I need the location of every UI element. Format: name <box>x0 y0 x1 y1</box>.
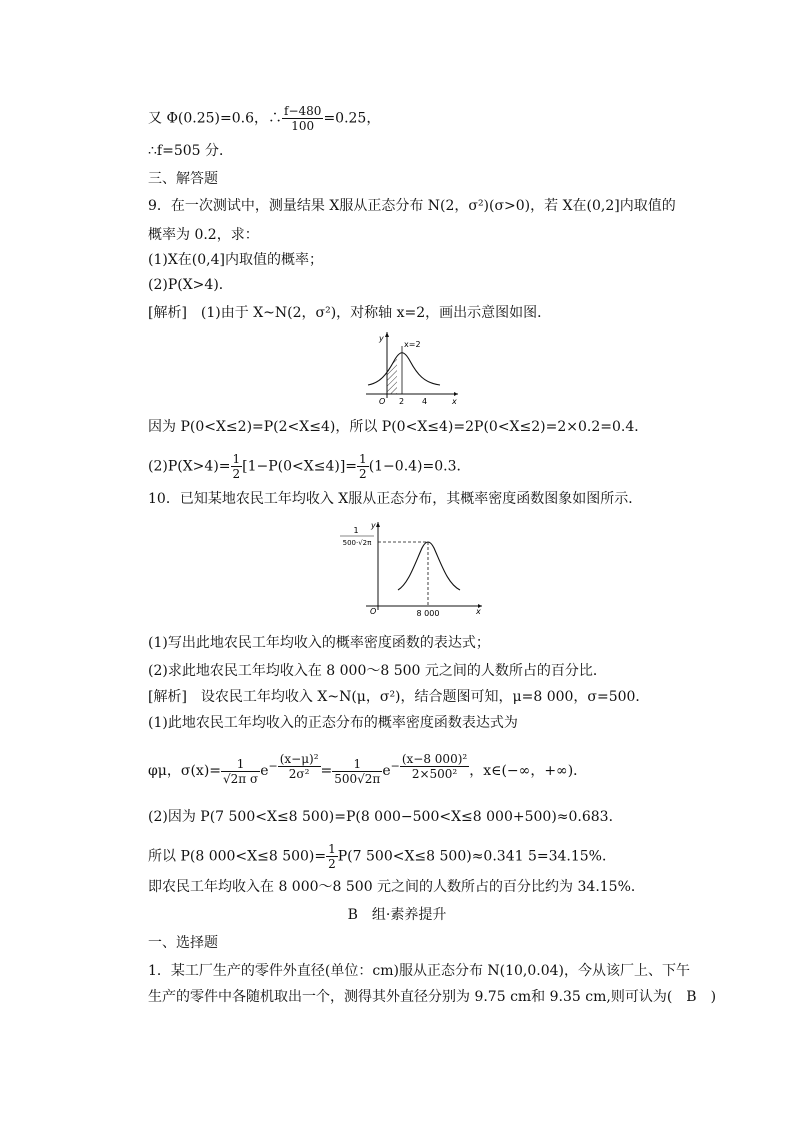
half-fraction: $\frac{1}{2}$ <box>328 842 336 871</box>
coef-fraction-1: $\frac{1}{\text{√2π σ}}$ <box>223 756 259 786</box>
exponent-2: − $\frac{\text{(x−8 000)²}}{\text{2×500²}}$ <box>390 752 468 781</box>
origin-label: O <box>379 397 386 406</box>
section-heading: 三、解答题 <box>148 171 218 187</box>
density-formula: φμ，σ(x)= $\frac{1}{\text{√2π σ}}$ e− $\frac{\text{(x−μ)²}}{\text{2σ²}}$ = $\frac{1}{500√2\pi}$ e− $\frac{\text{(x−8 000)²}}{\text{2×500²}}$ ，x∈(−∞，+∞)． <box>148 752 588 786</box>
x-label: x <box>476 607 481 616</box>
q10-part1: (1)写出此地农民工年均收入的概率密度函数的表达式； <box>148 635 490 651</box>
continuation-line-2: ∴f=505 分． <box>148 143 233 159</box>
fraction: $\frac{f-480}{100}$ <box>284 104 322 133</box>
y-label: y <box>379 334 384 343</box>
q9-normal-curve-figure <box>360 328 462 406</box>
b1-line1: 1．某工厂生产的零件外直径(单位：cm)服从正态分布 N(10,0.04)，今从该厂上、下午 <box>148 963 691 979</box>
peak-label-denominator: 500·√2π <box>342 539 372 547</box>
text: =0.25， <box>323 110 381 127</box>
half-fraction: $\frac{1}{2}$ <box>232 452 241 481</box>
section-heading-choice: 一、选择题 <box>148 935 218 951</box>
q10-solution1: (1)此地农民工年均收入的正态分布的概率密度函数表达式为 <box>148 715 518 731</box>
shaded-region <box>387 357 397 394</box>
coef-fraction-2: $\frac{1}{500√2\pi}$ <box>334 756 381 786</box>
q10-solution3: 所以 P(8 000<X≤8 500)= $\frac{1}{2}$ P(7 500<X≤8 500)≈0.341 5=34.15%． <box>148 842 616 871</box>
group-b-heading: B 组·素养提升 <box>347 907 447 923</box>
q9-line2: 概率为 0.2，求： <box>148 227 259 243</box>
q10-analysis: [解析] 设农民工年均收入 X~N(μ，σ²)，结合题图可知，μ=8 000，σ=500． <box>148 689 650 705</box>
q9-part2: (2)P(X>4)． <box>148 277 233 293</box>
density-curve <box>368 353 440 385</box>
phi-symbol: φμ，σ(x)= <box>148 763 222 780</box>
exponent-1: − $\frac{\text{(x−μ)²}}{\text{2σ²}}$ <box>268 752 319 781</box>
y-arrow <box>385 332 389 337</box>
q9-part2-solution: (2)P(X>4)= $\frac{1}{2}$ [1−P(0<X≤4)]= $\frac{1}{2}$ (1−0.4)=0.3． <box>148 452 471 481</box>
tick-4: 4 <box>422 397 428 406</box>
tick-8000: 8 000 <box>416 609 440 618</box>
symmetry-label: x=2 <box>404 340 421 349</box>
q10-part2: (2)求此地农民工年均收入在 8 000～8 500 元之间的人数所占的百分比． <box>148 663 607 679</box>
q9-because: 因为 P(0<X≤2)=P(2<X≤4)，所以 P(0<X≤4)=2P(0<X≤2)=2×0.2=0.4． <box>148 419 649 435</box>
b1-line2: 生产的零件中各随机取出一个，测得其外直径分别为 9.75 cm和 9.35 cm,则可认为( B ) <box>148 989 717 1005</box>
y-arrow <box>376 522 380 527</box>
text: 又 Φ(0.25)=0.6，∴ <box>148 110 283 127</box>
q9-part1: (1)X在(0,4]内取值的概率； <box>148 252 323 268</box>
q9-line1: 9．在一次测试中，测量结果 X服从正态分布 N(2，σ²)(σ>0)，若 X在(0,2]内取值的 <box>148 198 676 214</box>
tick-2: 2 <box>399 397 405 406</box>
y-label: y <box>371 521 376 530</box>
origin-label: O <box>370 607 377 616</box>
q10-conclusion: 即农民工年均收入在 8 000～8 500 元之间的人数所占的百分比约为 34.15%． <box>148 879 645 895</box>
q10-density-figure <box>336 518 486 618</box>
q9-analysis: [解析] (1)由于 X~N(2，σ²)，对称轴 x=2，画出示意图如图． <box>148 305 552 321</box>
x-arrow <box>454 392 458 396</box>
half-fraction: $\frac{1}{2}$ <box>359 452 367 481</box>
continuation-line-1 <box>148 104 380 133</box>
x-label: x <box>452 397 457 406</box>
density-curve <box>398 542 460 590</box>
peak-label-numerator: 1 <box>353 526 359 535</box>
q10-line1: 10．已知某地农民工年均收入 X服从正态分布，其概率密度函数图象如图所示． <box>148 491 643 507</box>
q10-solution2: (2)因为 P(7 500<X≤8 500)=P(8 000−500<X≤8 000+500)≈0.683． <box>148 809 623 825</box>
